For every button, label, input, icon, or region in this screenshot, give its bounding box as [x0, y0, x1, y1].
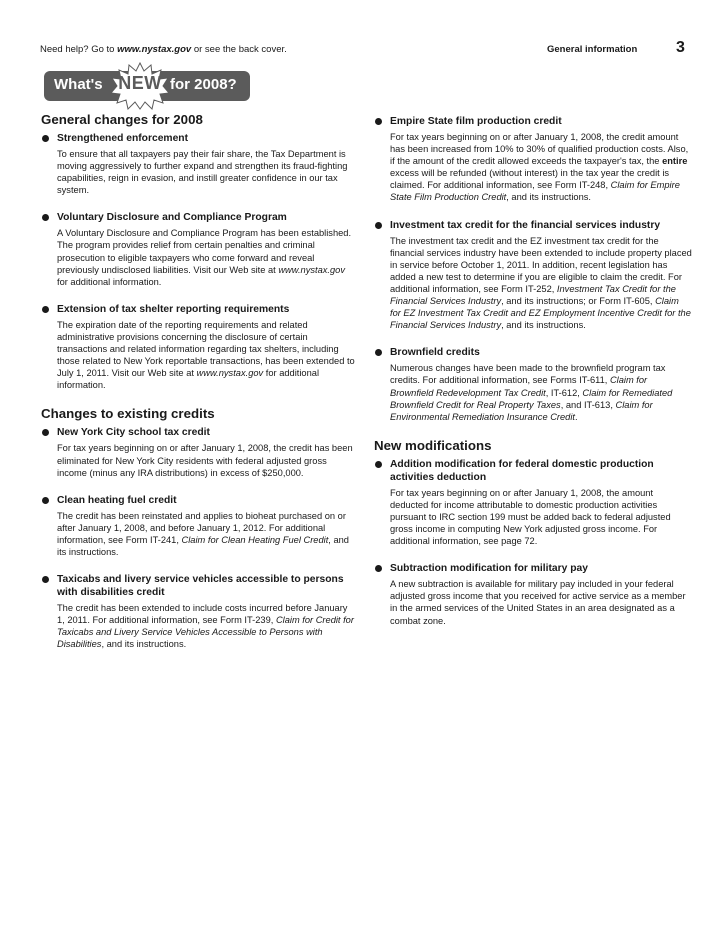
- web-link[interactable]: www.nystax.gov: [278, 264, 345, 275]
- form-title: Claim for Remediated Brownfield Credit for Real Property Taxes: [390, 387, 673, 410]
- item-body: For tax years beginning on or after January 1, 2008, the credit has been eliminated for New York City residents with federal adjusted gross income (minus any IRA distributions) in excess of $250,000.: [57, 443, 353, 478]
- item-voluntary-disclosure: [41, 211, 357, 287]
- body-text: The credit has been extended to include costs incurred before January 1, 2011. For additional information, see Form IT-239,: [57, 603, 348, 626]
- item-investment-tax-credit: [374, 219, 692, 332]
- body-text: for additional information.: [57, 276, 162, 287]
- form-title: Claim for Empire State Film Production Credit: [390, 180, 680, 203]
- help-suffix: or see the back cover.: [191, 44, 287, 55]
- left-column: [41, 112, 357, 665]
- form-title: Claim for Environmental Remediation Insurance Credit: [390, 399, 653, 422]
- banner-prefix: What's: [54, 76, 103, 93]
- item-title: Clean heating fuel credit: [57, 494, 177, 506]
- form-title: Investment Tax Credit for the Financial Services Industry: [390, 283, 676, 307]
- body-text: , and IT-613,: [560, 399, 616, 410]
- body-text: For tax years beginning on or after January 1, 2008, the credit amount has been increased from 10% to 30% of qualified production costs. Also, if the amount of the credit allowed exceeds the taxpayer's tax, the: [390, 132, 689, 167]
- item-nyc-school-tax-credit: [41, 426, 357, 478]
- item-body: [374, 235, 692, 332]
- item-tax-shelter-extension: [41, 303, 357, 392]
- item-clean-heating-fuel-credit: [41, 494, 357, 558]
- new-label: NEW: [118, 73, 162, 93]
- item-body: [41, 227, 357, 287]
- web-link[interactable]: www.nystax.gov: [196, 368, 264, 379]
- help-line: [40, 44, 287, 55]
- bullet-icon: [375, 565, 382, 572]
- help-link[interactable]: www.nystax.gov: [117, 44, 192, 55]
- bullet-icon: [375, 222, 382, 229]
- item-body: A new subtraction is available for military pay included in your federal adjusted gross income that you received for active service as a member in the armed services of the United States in an area designated as a combat zone.: [390, 579, 686, 626]
- item-title: Brownfield credits: [390, 347, 480, 359]
- item-body: For tax years beginning on or after January 1, 2008, the amount deducted for income attributable to domestic production activities pursuant to IRC section 199 must be added back to federal adjusted gross income in computing New York adjusted gross income. For additional information, see page 72.: [390, 487, 671, 547]
- page-header: [40, 39, 688, 58]
- item-body: [41, 319, 357, 392]
- bullet-icon: [42, 214, 49, 221]
- item-title: Addition modification for federal domestic production activities deduction: [390, 458, 654, 483]
- form-title: Claim for EZ Investment Tax Credit and EZ Employment Incentive Credit for the Financial Services Industry: [390, 296, 691, 331]
- new-modifications-heading: New modifications: [374, 437, 492, 453]
- page-number: 3: [676, 39, 685, 56]
- item-addition-modification: [374, 458, 692, 547]
- form-title: Claim for Clean Heating Fuel Credit: [181, 534, 329, 545]
- item-body: [41, 510, 357, 558]
- body-text: A Voluntary Disclosure and Compliance Program has been established. The program provides relief from certain penalties and criminal prosecution to eligible taxpayers who come forward and reveal previously undisclosed liabilities. Visit our Web site at: [57, 228, 352, 275]
- body-text: Numerous changes have been made to the brownfield program tax credits. For additional information, see Forms IT-611,: [390, 363, 666, 386]
- item-brownfield-credits: [374, 346, 692, 422]
- body-text: The credit has been reinstated and applies to bioheat purchased on or after January 1, 2008, and before January 1, 2012. For additional information, see Form IT-241,: [57, 510, 346, 545]
- item-military-subtraction: [374, 562, 692, 626]
- banner-suffix: for 2008?: [170, 76, 237, 93]
- emphasis-text: entire: [662, 156, 688, 167]
- body-text: The investment tax credit and the EZ investment tax credit for the financial services industry have been extended to include property placed in service before October 1, 2011. In addition, recent legislation has added a new test to determine if you are eligible to claim the credit. For additional information, see Form IT-252,: [390, 235, 692, 294]
- body-text: , and its instructions.: [57, 534, 349, 557]
- body-text: , and its instructions.: [101, 639, 187, 650]
- body-text: , and its instructions; or Form IT-605,: [501, 296, 656, 307]
- bullet-icon: [375, 461, 382, 468]
- body-text: .: [575, 411, 578, 422]
- bullet-icon: [375, 118, 382, 125]
- body-text: , IT-612,: [545, 387, 583, 398]
- bullet-icon: [42, 576, 49, 583]
- existing-credits-heading: Changes to existing credits: [41, 406, 215, 422]
- item-body: [41, 602, 357, 650]
- body-text: , and its instructions.: [501, 320, 586, 331]
- item-film-production-credit: [374, 115, 692, 204]
- item-strengthened-enforcement: [41, 132, 357, 196]
- general-changes-heading: General changes for 2008: [41, 112, 203, 127]
- section-title: General information: [547, 44, 638, 55]
- new-starburst: [110, 62, 170, 110]
- item-title: Taxicabs and livery service vehicles accessible to persons with disabilities credit: [57, 574, 344, 599]
- item-title: Strengthened enforcement: [57, 133, 189, 144]
- form-title: Claim for Brownfield Redevelopment Tax Credit: [390, 375, 648, 398]
- bullet-icon: [42, 306, 49, 313]
- item-title: Investment tax credit for the financial services industry: [390, 219, 661, 231]
- body-text: , and its instructions.: [506, 192, 592, 203]
- item-title: Voluntary Disclosure and Compliance Program: [57, 212, 287, 224]
- item-title: Extension of tax shelter reporting requirements: [57, 303, 290, 315]
- item-title: Empire State film production credit: [390, 116, 562, 127]
- form-title: Claim for Credit for Taxicabs and Livery Service Vehicles Accessible to Persons with Disabilities: [57, 615, 354, 650]
- item-title: New York City school tax credit: [57, 427, 210, 439]
- bullet-icon: [42, 135, 49, 142]
- item-body: To ensure that all taxpayers pay their fair share, the Tax Department is moving aggressively to further expand and strengthen its fraud-fighting capabilities, reign in evasion, and instill greater confidence in our tax system.: [57, 149, 348, 196]
- item-body: [374, 131, 692, 204]
- item-body: [374, 362, 692, 422]
- bullet-icon: [42, 497, 49, 504]
- body-text: The expiration date of the reporting requirements and related administrative provisions concerning the disclosure of certain transactions and related information regarding tax shelters, including those related to New York reportable transactions, has been extended to July 1, 2011. Visit our Web site at: [57, 319, 355, 379]
- help-prefix: Need help? Go to: [40, 44, 118, 55]
- body-text: excess will be refunded (without interest) in the tax year the credit is claimed. For additional information, see Form IT-248,: [390, 168, 670, 191]
- right-column: [374, 112, 692, 642]
- bullet-icon: [42, 429, 49, 436]
- body-text: for additional information.: [57, 368, 320, 391]
- bullet-icon: [375, 349, 382, 356]
- item-taxicab-credit: [41, 573, 357, 650]
- item-title: Subtraction modification for military pay: [390, 563, 588, 575]
